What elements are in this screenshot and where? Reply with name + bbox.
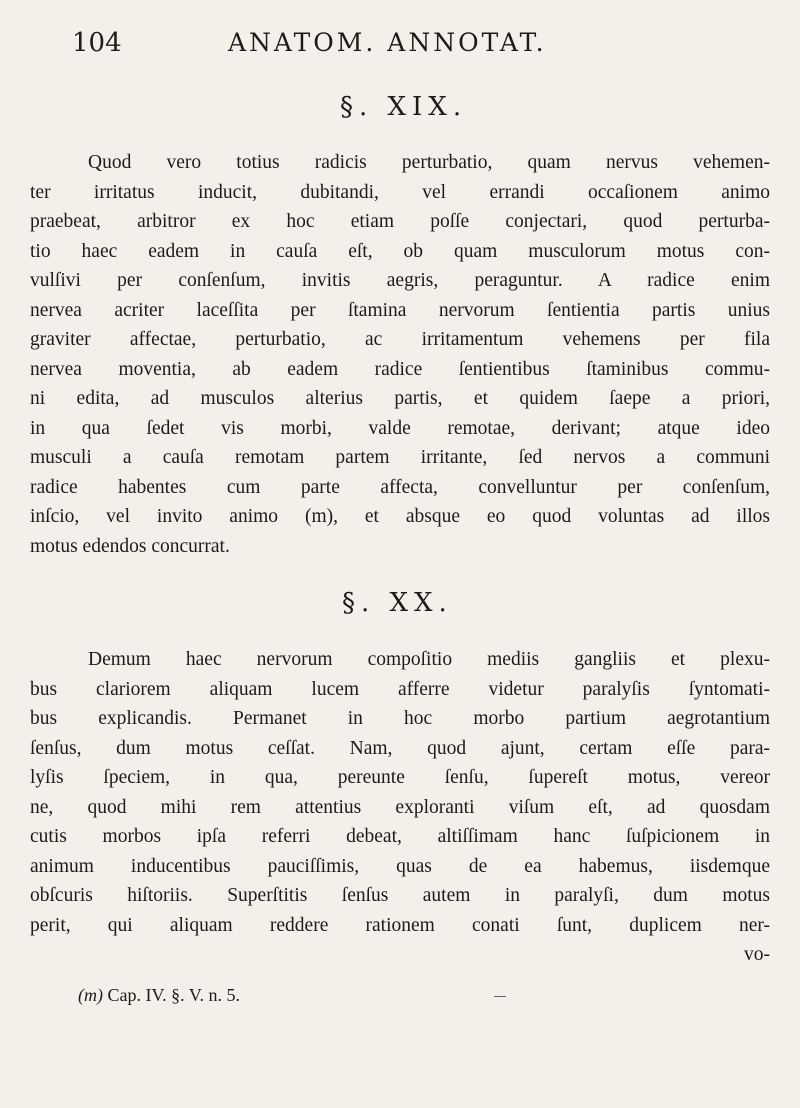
text-line: nervea moventia, ab eadem radice ſentientibus ſtaminibus commu-: [30, 358, 770, 380]
page-number: 104: [72, 28, 122, 58]
text-line: motus edendos concurrat.: [30, 535, 230, 557]
text-line: tio haec eadem in cauſa eſt, ob quam musculorum motus con-: [30, 240, 770, 262]
footnote-mark: (m): [78, 985, 103, 1005]
section-heading-xx: §. XX.: [342, 588, 453, 618]
running-head: ANATOM. ANNOTAT.: [228, 28, 547, 57]
text-line: musculi a cauſa remotam partem irritante, ſed nervos a communi: [30, 447, 770, 468]
text-line: inſcio, vel invito animo (m), et absque eo quod voluntas ad illos: [30, 506, 770, 527]
text-line: graviter affectae, perturbatio, ac irritamentum vehemens per fila: [30, 329, 770, 350]
footnote-text: Cap. IV. §. V. n. 5.: [107, 985, 241, 1005]
text-line: perit, qui aliquam reddere rationem conati ſunt, duplicem ner-: [30, 914, 770, 936]
text-line: vulſivi per conſenſum, invitis aegris, peraguntur. A radice enim: [30, 270, 770, 291]
text-line: ni edita, ad musculos alterius partis, et quidem ſaepe a priori,: [30, 388, 770, 409]
text-line: bus explicandis. Permanet in hoc morbo partium aegrotantium: [30, 708, 770, 729]
text-line: Quod vero totius radicis perturbatio, quam nervus vehemen-: [88, 152, 770, 173]
text-line: radice habentes cum parte affecta, convelluntur per conſenſum,: [30, 476, 770, 498]
text-line: cutis morbos ipſa referri debeat, altiſſimam hanc ſuſpicionem in: [30, 826, 770, 847]
text-line: nervea acriter laceſſita per ſtamina nervorum ſentientia partis unius: [30, 299, 770, 321]
text-line: lyſis ſpeciem, in qua, pereunte ſenſu, ſupereſt motus, vereor: [30, 767, 770, 788]
text-line: praebeat, arbitror ex hoc etiam poſſe conjectari, quod perturba-: [30, 211, 770, 232]
section-heading-xix: §. XIX.: [340, 92, 468, 122]
section-xix-text: [30, 148, 770, 561]
text-line: ſenſus, dum motus ceſſat. Nam, quod ajunt, certam eſſe para-: [30, 737, 770, 759]
catchword: vo-: [744, 944, 770, 965]
text-line: obſcuris hiſtoriis. Superſtitis ſenſus autem in paralyſi, dum motus: [30, 885, 770, 906]
text-line: animum inducentibus pauciſſimis, quas de ea habemus, iisdemque: [30, 855, 770, 877]
stray-mark: [494, 996, 506, 997]
text-line: bus clariorem aliquam lucem afferre videtur paralyſis ſyntomati-: [30, 678, 770, 700]
text-line: in qua ſedet vis morbi, valde remotae, derivant; atque ideo: [30, 417, 770, 439]
section-xx-text: [30, 645, 770, 970]
text-line: ne, quod mihi rem attentius exploranti viſum eſt, ad quosdam: [30, 796, 770, 818]
text-line: ter irritatus inducit, dubitandi, vel errandi occaſionem animo: [30, 181, 770, 203]
text-line: Demum haec nervorum compoſitio mediis gangliis et plexu-: [88, 649, 770, 670]
footnote: [78, 985, 240, 1006]
